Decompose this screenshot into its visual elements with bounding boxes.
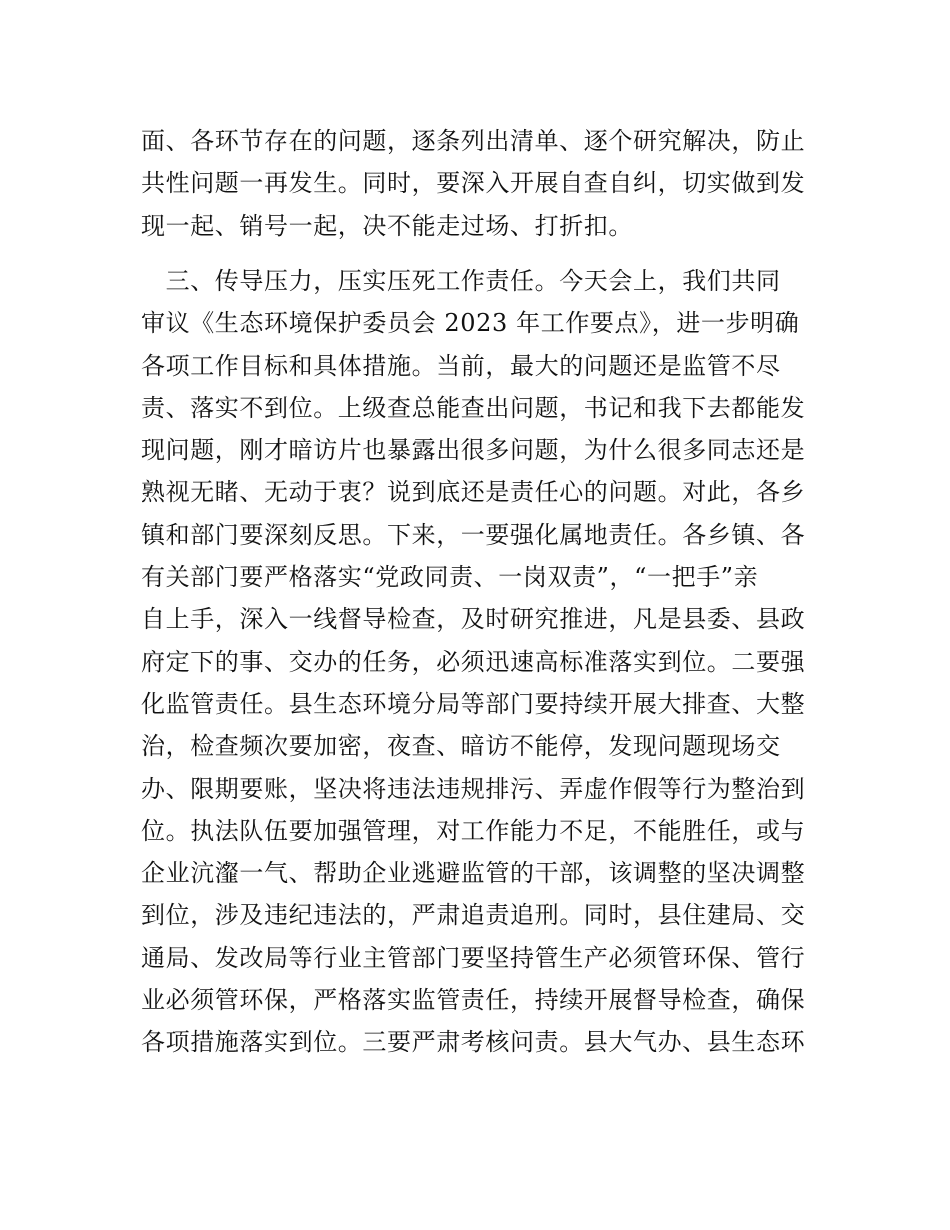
text-line: 面、各环节存在的问题，逐条列出清单、逐个研究解决，防止 <box>141 127 806 155</box>
text-line: 到位，涉及违纪违法的，严肃追责追刑。同时，县住建局、交 <box>141 901 806 930</box>
text-line: 审议《生态环境保护委员会 2023 年工作要点》，进一步明确 <box>141 309 800 338</box>
text-line: 熟视无睹、无动于衷？说到底还是责任心的问题。对此，各乡 <box>141 478 806 507</box>
text-line: 通局、发改局等行业主管部门要坚持管生产必须管环保、管行 <box>141 943 806 972</box>
text-line: 责、落实不到位。上级查总能查出问题，书记和我下去都能发 <box>141 393 806 422</box>
text-line: 业必须管环保，严格落实监管责任，持续开展督导检查，确保 <box>141 986 806 1015</box>
text-line: 有关部门要严格落实“党政同责、一岗双责”，“一把手”亲 <box>141 563 759 592</box>
text-line: 府定下的事、交办的任务，必须迅速高标准落实到位。二要强 <box>141 647 806 676</box>
text-line: 自上手，深入一线督导检查，及时研究推进，凡是县委、县政 <box>141 605 806 634</box>
text-line: 现问题，刚才暗访片也暴露出很多问题，为什么很多同志还是 <box>141 436 806 465</box>
text-line: 共性问题一再发生。同时，要深入开展自查自纠，切实做到发 <box>141 169 806 198</box>
text-line: 位。执法队伍要加强管理，对工作能力不足，不能胜任，或与 <box>141 816 806 845</box>
text-line: 现一起、销号一起，决不能走过场、打折扣。 <box>141 211 633 240</box>
paragraph-1 <box>141 120 813 247</box>
text-line: 办、限期要账，坚决将违法违规排污、弄虚作假等行为整治到 <box>141 774 806 803</box>
text-line: 三、传导压力，压实压死工作责任。今天会上，我们共同 <box>141 267 781 295</box>
text-line: 治，检查频次要加密，夜查、暗访不能停，发现问题现场交 <box>141 732 781 761</box>
text-line: 各项工作目标和具体措施。当前，最大的问题还是监管不尽 <box>141 351 781 380</box>
text-line: 化监管责任。县生态环境分局等部门要持续开展大排查、大整 <box>141 689 806 718</box>
text-line: 镇和部门要深刻反思。下来，一要强化属地责任。各乡镇、各 <box>141 520 806 549</box>
paragraph-2 <box>141 260 813 1064</box>
text-line: 企业沆瀣一气、帮助企业逃避监管的干部，该调整的坚决调整 <box>141 859 806 888</box>
text-line: 各项措施落实到位。三要严肃考核问责。县大气办、县生态环 <box>141 1028 806 1057</box>
